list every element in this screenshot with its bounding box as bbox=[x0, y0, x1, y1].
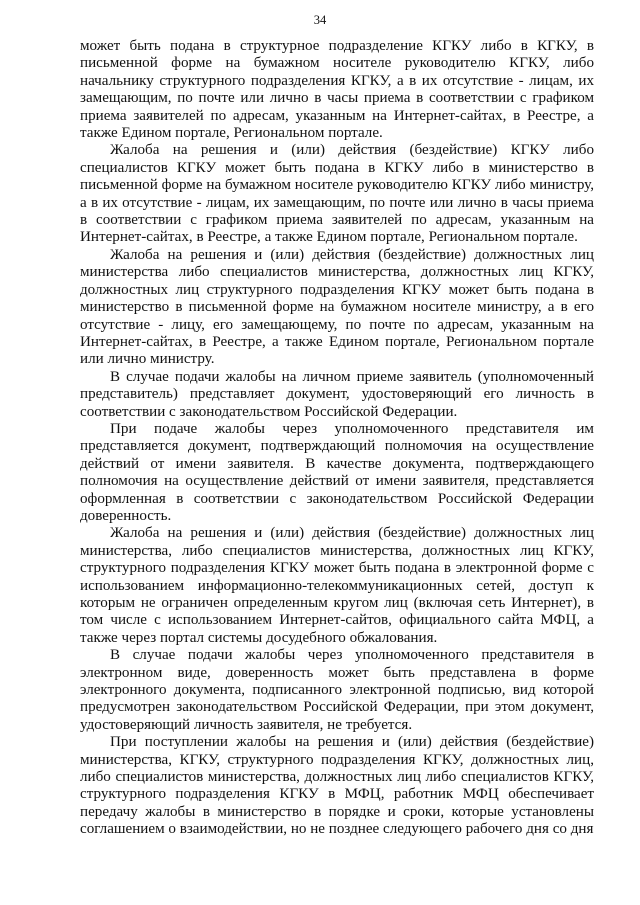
paragraph-mfc-receipt: При поступлении жалобы на решения и (или) действия (бездействие) министерства, КГКУ, структурного подразделения КГКУ, должностных лиц, либо специалистов министерства, должностных лиц либо специалистов КГКУ, структурного подразделения КГКУ в МФЦ, работник МФЦ обеспечивает передачу жалобы в министерство в порядке и сроки, которые установлены соглашением о взаимодействии, но не позднее следующего рабочего дня со дня bbox=[80, 734, 594, 838]
paragraph-electronic-complaint: Жалоба на решения и (или) действия (бездействие) должностных лиц министерства, либо специалистов министерства, должностных лиц КГКУ, структурного подразделения КГКУ может быть подана в электронной форме с использованием информационно-телекоммуникационных сетей, доступ к которым не ограничен определенным кругом лиц (включая сеть Интернет), в том числе с использованием Интернет-сайтов, официального сайта МФЦ, а также через портал системы досудебного обжалования. bbox=[80, 525, 594, 646]
document-body bbox=[80, 38, 594, 839]
paragraph-electronic-power-of-attorney: В случае подачи жалобы через уполномоченного представителя в электронном виде, доверенность может быть представлена в форме электронного документа, подписанного электронной подписью, вид которой предусмотрен законодательством Российской Федерации, при этом документ, удостоверяющий личность заявителя, не требуется. bbox=[80, 647, 594, 733]
page-number: 34 bbox=[313, 13, 327, 27]
paragraph-kgku-complaint: Жалоба на решения и (или) действия (бездействие) КГКУ либо специалистов КГКУ может быть подана в КГКУ либо в министерство в письменной форме на бумажном носителе руководителю КГКУ либо министру, а в их отсутствие - лицам, их замещающим, по почте или лично в часы приема в соответствии с графиком приема заявителей по адресам, указанным на Интернет-сайтах, в Реестре, а также Едином портале, Региональном портале. bbox=[80, 142, 594, 246]
paragraph-representative: При подаче жалобы через уполномоченного представителя им представляется документ, подтверждающий полномочия на осуществление действий от имени заявителя. В качестве документа, подтверждающего полномочия на осуществление действий от имени заявителя, представляется оформленная в соответствии с законодательством Российской Федерации доверенность. bbox=[80, 420, 594, 524]
paragraph-personal-reception: В случае подачи жалобы на личном приеме заявитель (уполномоченный представитель) представляет документ, удостоверяющий его личность в соответствии с законодательством Российской Федерации. bbox=[80, 368, 594, 420]
paragraph-ministry-complaint: Жалоба на решения и (или) действия (бездействие) должностных лиц министерства либо специалистов министерства, должностных лиц КГКУ, должностных лиц структурного подразделения КГКУ может быть подана в министерство в письменной форме на бумажном носителе министру, а в его отсутствие - лицу, его замещающему, по почте по адресам, указанным на Интернет-сайтах, в Реестре, а также Едином портале, Региональном портале или лично министру. bbox=[80, 246, 594, 368]
paragraph-continuation: может быть подана в структурное подразделение КГКУ либо в КГКУ, в письменной форме на бумажном носителе руководителю КГКУ, либо начальнику структурного подразделения КГКУ, а в их отсутствие - лицам, их замещающим, по почте или лично в часы приема в соответствии с графиком приема заявителей по адресам, указанным на Интернет-сайтах, в Реестре, а также Едином портале, Региональном портале. bbox=[80, 38, 594, 142]
